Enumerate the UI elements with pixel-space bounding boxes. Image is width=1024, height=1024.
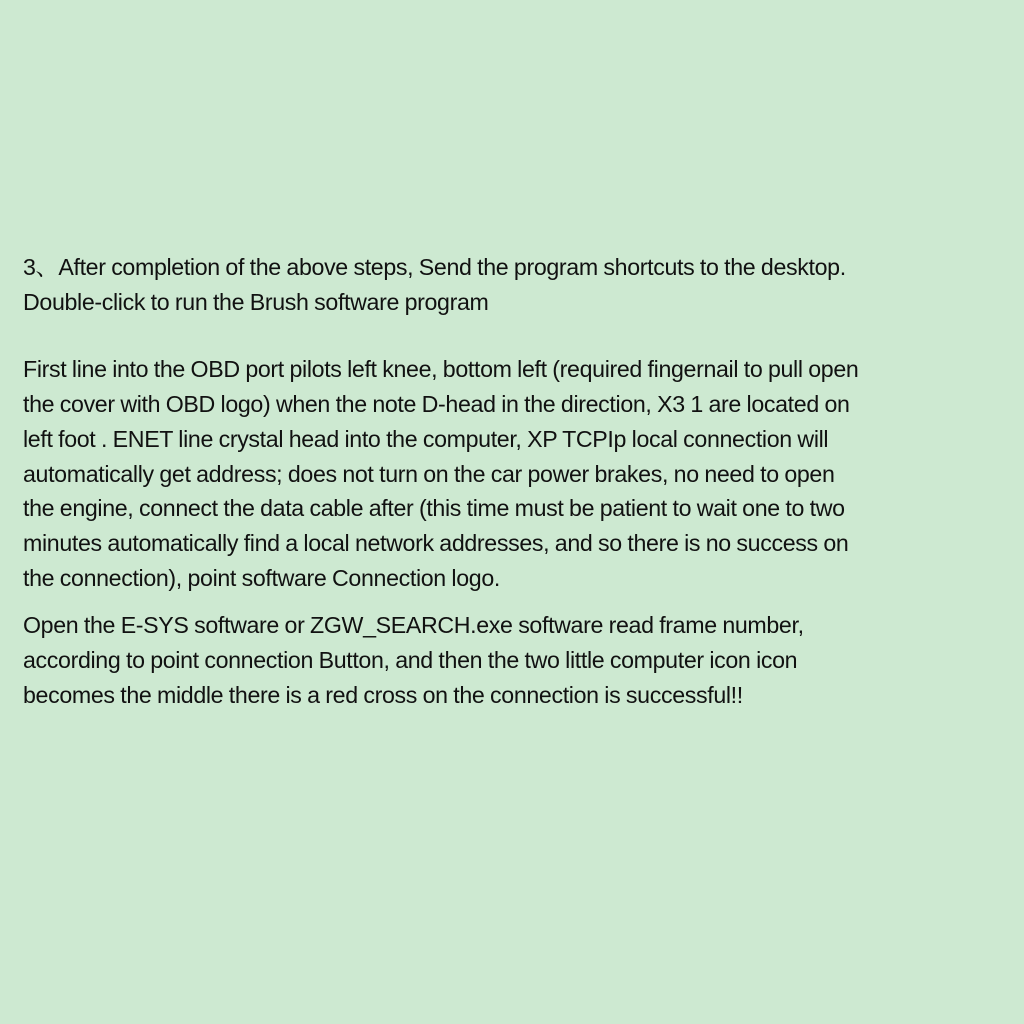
connection-line: the engine, connect the data cable after (this time must be patient to wait one to two [23, 495, 845, 522]
connection-line: First line into the OBD port pilots left knee, bottom left (required fingernail to pull open [23, 356, 859, 383]
step-paragraph [23, 250, 1013, 319]
instruction-text [23, 250, 1013, 712]
connection-line: minutes automatically find a local network addresses, and so there is no success on [23, 529, 849, 556]
esys-line: Open the E-SYS software or ZGW_SEARCH.exe software read frame number, [23, 612, 804, 639]
esys-paragraph [23, 608, 1013, 712]
esys-line: becomes the middle there is a red cross on the connection is successful!! [23, 681, 743, 708]
paragraph-gap [23, 595, 1013, 608]
connection-line: the connection), point software Connection logo. [23, 564, 500, 591]
connection-paragraph [23, 352, 1013, 595]
connection-line: the cover with OBD logo) when the note D-head in the direction, X3 1 are located on [23, 391, 850, 418]
connection-line: automatically get address; does not turn on the car power brakes, no need to open [23, 460, 835, 487]
esys-line: according to point connection Button, and then the two little computer icon icon [23, 647, 798, 674]
step-line: Double-click to run the Brush software program [23, 288, 489, 315]
step-line: 3、After completion of the above steps, Send the program shortcuts to the desktop. [23, 254, 846, 280]
connection-line: left foot . ENET line crystal head into the computer, XP TCPIp local connection will [23, 425, 829, 452]
paragraph-gap [23, 319, 1013, 352]
